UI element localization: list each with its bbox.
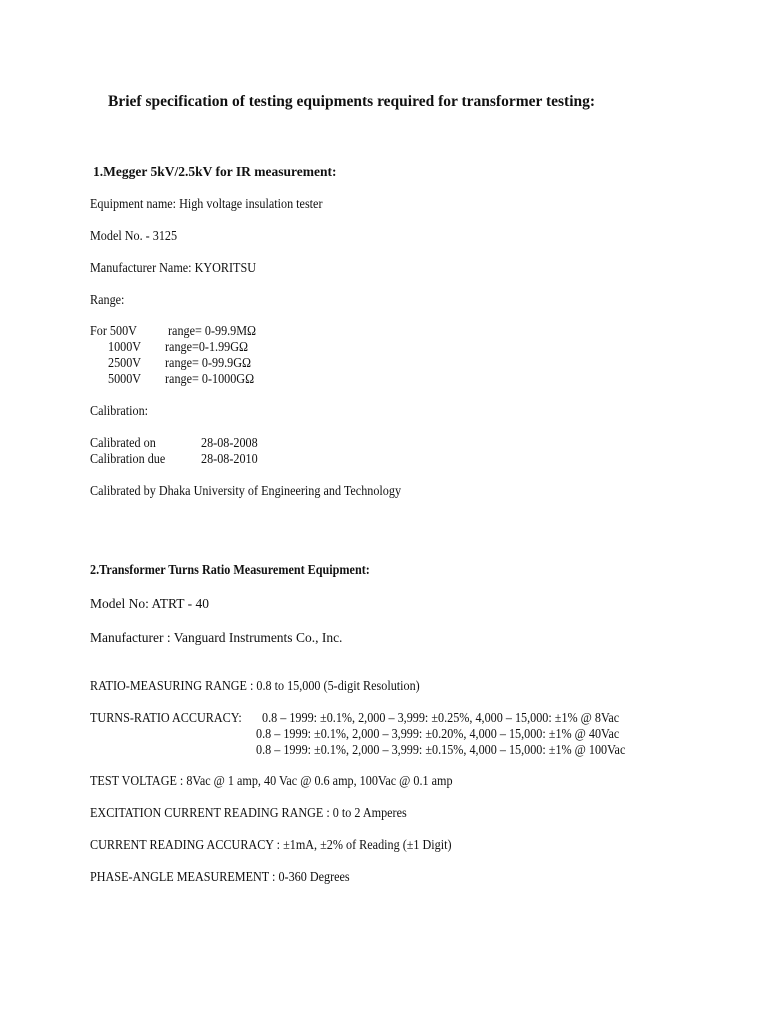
range-value: range= 0-1000GΩ	[165, 371, 255, 386]
accuracy-line: 0.8 – 1999: ±0.1%, 2,000 – 3,999: ±0.25%, 4,000 – 15,000: ±1% @ 8Vac	[262, 710, 620, 725]
manufacturer-name: Manufacturer Name: KYORITSU	[90, 260, 257, 275]
section1-heading: 1.Megger 5kV/2.5kV for IR measurement:	[93, 164, 337, 179]
section2-heading: 2.Transformer Turns Ratio Measurement Equipment:	[90, 562, 370, 577]
accuracy-line: 0.8 – 1999: ±0.1%, 2,000 – 3,999: ±0.20%, 4,000 – 15,000: ±1% @ 40Vac	[256, 726, 620, 741]
current-reading-accuracy: CURRENT READING ACCURACY : ±1mA, ±2% of Reading (±1 Digit)	[90, 837, 452, 852]
phase-angle-measurement: PHASE-ANGLE MEASUREMENT : 0-360 Degrees	[90, 869, 350, 884]
range-voltage: 5000V	[108, 371, 142, 386]
equipment-name: Equipment name: High voltage insulation tester	[90, 196, 323, 211]
test-voltage: TEST VOLTAGE : 8Vac @ 1 amp, 40 Vac @ 0.6 amp, 100Vac @ 0.1 amp	[90, 773, 453, 788]
range-value: range=0-1.99GΩ	[165, 339, 249, 354]
range-label: Range:	[90, 292, 125, 307]
range-voltage: 1000V	[108, 339, 142, 354]
calibration-due-value: 28-08-2010	[201, 451, 258, 466]
range-value: range= 0-99.9GΩ	[165, 355, 252, 370]
calibration-label: Calibration:	[90, 403, 149, 418]
accuracy-line: 0.8 – 1999: ±0.1%, 2,000 – 3,999: ±0.15%, 4,000 – 15,000: ±1% @ 100Vac	[256, 742, 626, 757]
excitation-current-range: EXCITATION CURRENT READING RANGE : 0 to 2 Amperes	[90, 805, 407, 820]
calibrated-by: Calibrated by Dhaka University of Engineering and Technology	[90, 483, 402, 498]
range-voltage: For 500V	[90, 323, 137, 338]
model-number: Model No. - 3125	[90, 228, 178, 243]
range-voltage: 2500V	[108, 355, 142, 370]
calibrated-on-label: Calibrated on	[90, 435, 156, 450]
range-value: range= 0-99.9MΩ	[168, 323, 257, 338]
manufacturer-name: Manufacturer : Vanguard Instruments Co., Inc.	[90, 630, 343, 645]
ratio-measuring-range: RATIO-MEASURING RANGE : 0.8 to 15,000 (5-digit Resolution)	[90, 678, 420, 693]
turns-ratio-accuracy-label: TURNS-RATIO ACCURACY:	[90, 710, 242, 725]
page-title: Brief specification of testing equipments required for transformer testing:	[108, 93, 596, 110]
calibration-due-label: Calibration due	[90, 451, 166, 466]
calibrated-on-value: 28-08-2008	[201, 435, 258, 450]
model-number: Model No: ATRT - 40	[90, 596, 209, 611]
